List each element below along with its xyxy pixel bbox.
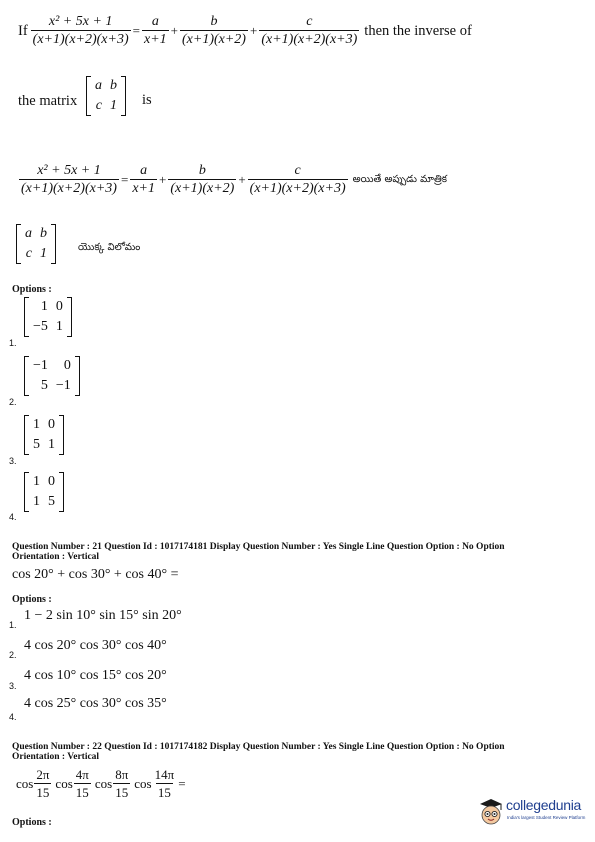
q21-option-4: 4 cos 25° cos 30° cos 35°: [24, 696, 167, 711]
telugu-tail-1: అయితే అప్పుడు మాత్రిక: [352, 174, 448, 185]
q21-option-2: 4 cos 20° cos 30° cos 40°: [24, 638, 167, 653]
matrix-abc1-telugu: a b c 1: [16, 224, 56, 264]
option-3-matrix: 1 0 5 1: [24, 415, 64, 455]
telugu-tail-2: యొక్క విలోమం: [78, 242, 141, 253]
mascot-icon: [476, 795, 506, 827]
q22-question: cos $\frac{2\pi}{15}$ cos $\frac{4\pi}{15}$ cos $\frac{8\pi}{15}$ cos $\frac{14\pi}{15}$ =: [16, 767, 186, 800]
option-number: 4.: [9, 512, 17, 522]
option-number: 4.: [9, 712, 17, 722]
q21-option-1: 1 − 2 sin 10° sin 15° sin 20°: [24, 608, 182, 623]
collegedunia-logo: [476, 795, 588, 829]
option-2-matrix: −1 0 5 −1: [24, 356, 80, 396]
q21-meta-line-1: Question Number : 21 Question Id : 1017174181 Display Question Number : Yes Single Line Question Option : No Option: [12, 542, 505, 552]
q20-options-label: Options :: [12, 284, 52, 295]
option-number: 3.: [9, 456, 17, 466]
q20-english-equation: If $\frac{\text{x² + 5x + 1}}{(x+1)(x+2)(x+3)}$ = $\frac{a}{x+1}$ + $\frac{b}{(x+1)(x+2)}$ + $\frac{c}{(x+1)(x+2)(x+3)}$ then the inverse of: [18, 14, 472, 47]
if-word: If: [18, 22, 28, 39]
q21-meta-line-2: Orientation : Vertical: [12, 552, 100, 562]
matrix-abc1: a b c 1: [86, 76, 126, 116]
q21-question: cos 20° + cos 30° + cos 40° =: [12, 567, 179, 582]
q21-option-3: 4 cos 10° cos 15° cos 20°: [24, 668, 167, 683]
is-word: is: [142, 92, 152, 108]
q22-meta-line-1: Question Number : 22 Question Id : 1017174182 Display Question Number : Yes Single Line Question Option : No Option: [12, 742, 505, 752]
logo-tagline: India's largest Student Review Platform: [507, 815, 586, 820]
fraction-lhs: $\frac{\text{x² + 5x + 1}}{(x+1)(x+2)(x+3)}$: [32, 14, 129, 47]
option-number: 1.: [9, 338, 17, 348]
fraction-a: $\frac{a}{x+1}$: [143, 14, 167, 47]
option-1-matrix: 1 0 −5 1: [24, 297, 72, 337]
the-matrix-label: the matrix: [18, 93, 78, 109]
tail-english: then the inverse of: [364, 22, 472, 39]
fraction-c: $\frac{c}{(x+1)(x+2)(x+3)}$: [261, 14, 358, 47]
option-number: 3.: [9, 681, 17, 691]
fraction-b: $\frac{b}{(x+1)(x+2)}$: [182, 14, 246, 47]
option-number: 2.: [9, 650, 17, 660]
option-4-matrix: 1 0 1 5: [24, 472, 64, 512]
logo-name: collegedunia: [506, 797, 582, 813]
q22-meta-line-2: Orientation : Vertical: [12, 752, 100, 762]
option-number: 2.: [9, 397, 17, 407]
q21-options-label: Options :: [12, 594, 52, 605]
q20-telugu-equation: $\frac{\text{x² + 5x + 1}}{(x+1)(x+2)(x+3)}$ = $\frac{a}{x+1}$ + $\frac{b}{(x+1)(x+2)}$ + $\frac{c}{(x+1)(x+2)(x+3)}$ అయితే అప్పుడు మాత్రిక: [21, 163, 448, 196]
q22-options-label: Options :: [12, 817, 52, 828]
option-number: 1.: [9, 620, 17, 630]
